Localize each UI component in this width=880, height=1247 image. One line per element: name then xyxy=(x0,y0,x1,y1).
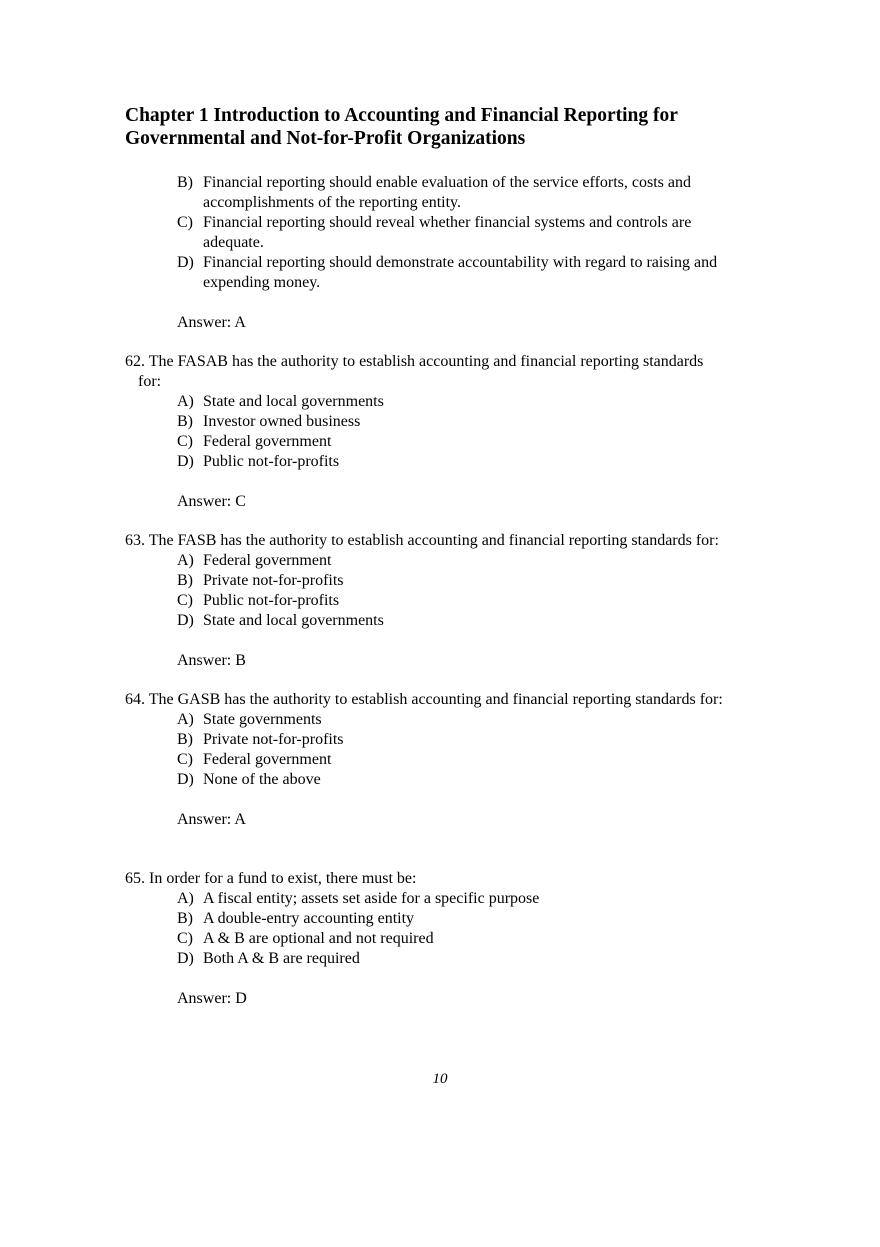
option-text: Federal government xyxy=(203,433,332,450)
option-letter: D) xyxy=(177,453,194,470)
answer: Answer: D xyxy=(177,990,247,1007)
option-c xyxy=(0,929,783,949)
option-text: Public not-for-profits xyxy=(203,453,340,470)
option-letter: D) xyxy=(177,254,194,271)
question-text xyxy=(0,531,825,551)
option-text: Federal government xyxy=(203,552,332,569)
option-d xyxy=(0,452,783,472)
question-text xyxy=(0,690,825,710)
option-a xyxy=(0,392,783,412)
answer-block xyxy=(0,989,880,1009)
option-text-line-1: Financial reporting should demonstrate accountability with regard to raising and xyxy=(203,254,718,271)
option-c xyxy=(0,213,783,253)
option-text: A fiscal entity; assets set aside for a specific purpose xyxy=(203,890,540,907)
option-text: Both A & B are required xyxy=(203,950,360,967)
question-line-2: for: xyxy=(138,373,162,390)
option-letter: C) xyxy=(177,592,193,609)
option-text: Federal government xyxy=(203,751,332,768)
option-text: Private not-for-profits xyxy=(203,572,344,589)
option-text: State and local governments xyxy=(203,393,384,410)
option-letter: C) xyxy=(177,214,193,231)
chapter-title xyxy=(125,104,825,150)
option-letter: D) xyxy=(177,771,194,788)
question-line-1: 64. The GASB has the authority to establish accounting and financial reporting standards for: xyxy=(125,691,723,708)
answer: Answer: A xyxy=(177,811,246,828)
option-text: State governments xyxy=(203,711,322,728)
option-text: None of the above xyxy=(203,771,321,788)
option-text-line-1: Financial reporting should reveal whether financial systems and controls are xyxy=(203,214,692,231)
option-text-line-2: adequate. xyxy=(203,234,264,251)
question-line-1: 63. The FASB has the authority to establish accounting and financial reporting standards for: xyxy=(125,532,719,549)
page-number: 10 xyxy=(432,1071,448,1087)
option-text: Investor owned business xyxy=(203,413,361,430)
option-text-line-2: accomplishments of the reporting entity. xyxy=(203,194,462,211)
option-letter: C) xyxy=(177,930,193,947)
question-64 xyxy=(0,690,880,790)
option-letter: C) xyxy=(177,751,193,768)
answer: Answer: A xyxy=(177,314,246,331)
option-letter: B) xyxy=(177,572,193,589)
option-letter: B) xyxy=(177,413,193,430)
option-b xyxy=(0,412,783,432)
answer: Answer: C xyxy=(177,493,246,510)
question-62 xyxy=(0,352,880,472)
answer: Answer: B xyxy=(177,652,246,669)
question-line-1: 62. The FASAB has the authority to establish accounting and financial reporting standards xyxy=(125,353,704,370)
option-letter: D) xyxy=(177,950,194,967)
option-text: A & B are optional and not required xyxy=(203,930,434,947)
question-line-1: 65. In order for a fund to exist, there must be: xyxy=(125,870,417,887)
option-letter: A) xyxy=(177,552,194,569)
option-c xyxy=(0,591,783,611)
option-b xyxy=(0,730,783,750)
option-a xyxy=(0,710,783,730)
option-letter: A) xyxy=(177,711,194,728)
option-a xyxy=(0,551,783,571)
option-d xyxy=(0,253,783,293)
option-letter: A) xyxy=(177,393,194,410)
option-text: Public not-for-profits xyxy=(203,592,340,609)
option-text: Private not-for-profits xyxy=(203,731,344,748)
option-c xyxy=(0,432,783,452)
question-text xyxy=(0,352,785,392)
option-text: A double-entry accounting entity xyxy=(203,910,415,927)
option-b xyxy=(0,173,783,213)
question-63 xyxy=(0,531,880,631)
question-65 xyxy=(0,869,880,969)
question-text xyxy=(0,869,785,889)
option-letter: B) xyxy=(177,910,193,927)
answer-block xyxy=(0,651,880,671)
option-letter: B) xyxy=(177,174,193,191)
option-letter: C) xyxy=(177,433,193,450)
option-d xyxy=(0,770,783,790)
option-letter: D) xyxy=(177,612,194,629)
option-d xyxy=(0,949,783,969)
option-text-line-1: Financial reporting should enable evaluation of the service efforts, costs and xyxy=(203,174,691,191)
option-letter: A) xyxy=(177,890,194,907)
option-a xyxy=(0,889,783,909)
chapter-title-line-2: Governmental and Not-for-Profit Organizations xyxy=(125,128,526,149)
continued-question xyxy=(0,173,880,293)
chapter-title-line-1: Chapter 1 Introduction to Accounting and Financial Reporting for xyxy=(125,105,678,126)
option-b xyxy=(0,909,783,929)
option-letter: B) xyxy=(177,731,193,748)
option-c xyxy=(0,750,783,770)
option-text: State and local governments xyxy=(203,612,384,629)
answer-block xyxy=(0,492,880,512)
option-text-line-2: expending money. xyxy=(203,274,321,291)
answer-block xyxy=(0,313,880,333)
option-b xyxy=(0,571,783,591)
option-d xyxy=(0,611,783,631)
answer-block xyxy=(0,810,880,830)
